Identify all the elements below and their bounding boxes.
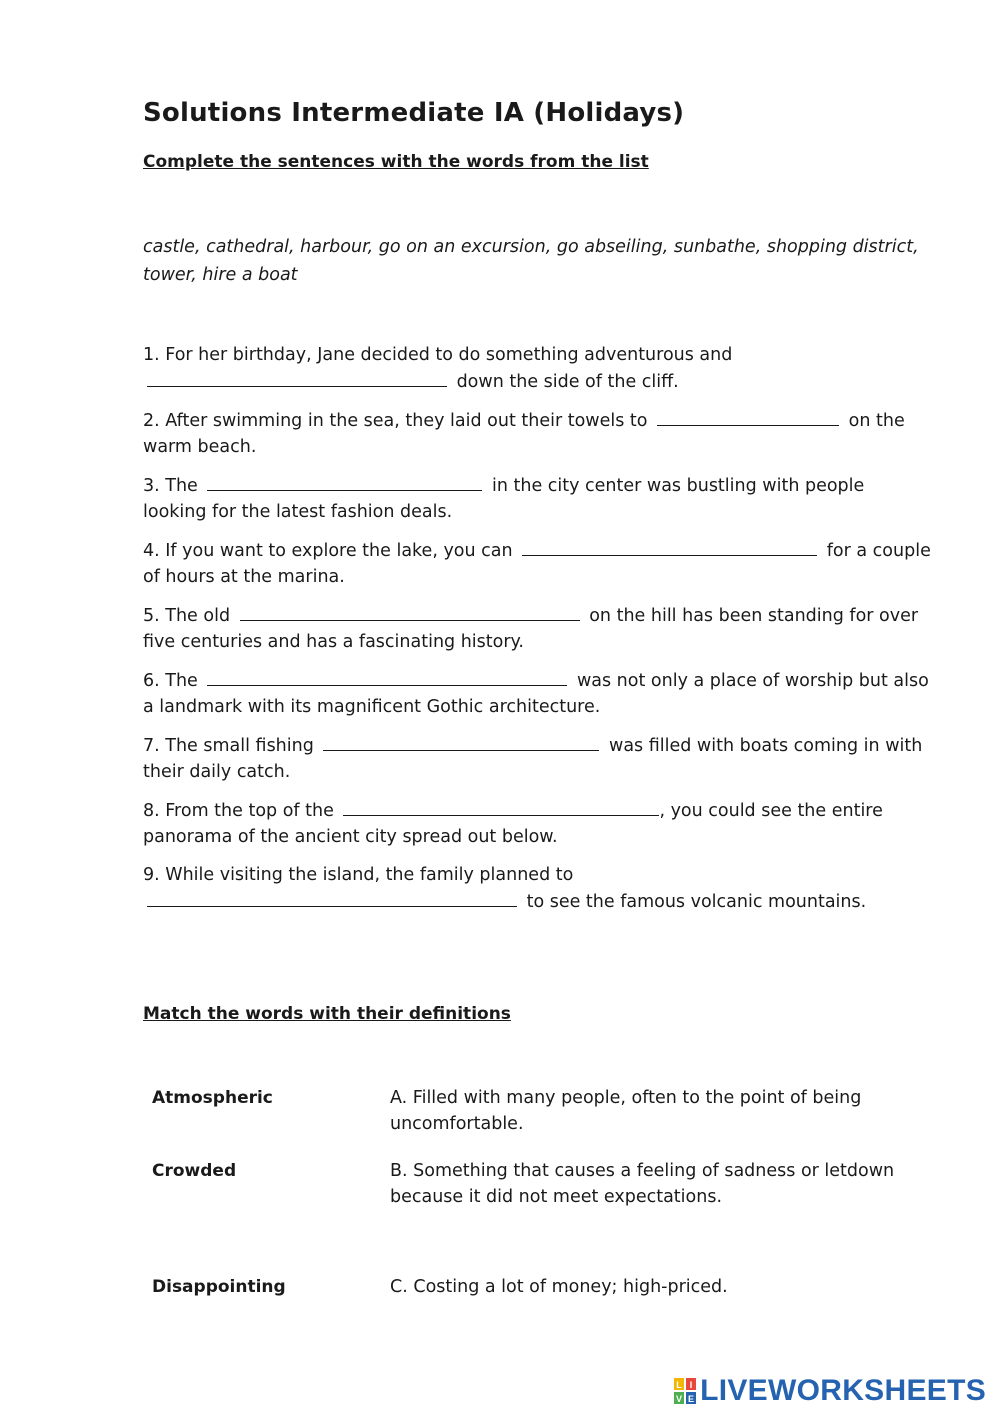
sentence-text-after: for a couple of hours at the marina. — [143, 541, 931, 587]
sentence-text-after: on the hill has been standing for over five centuries and has a fascinating history. — [143, 606, 919, 652]
answer-blank-5[interactable] — [240, 602, 580, 621]
answer-blank-2[interactable] — [657, 407, 839, 426]
sentence-text-before: 6. The — [143, 671, 198, 691]
sentence-item — [143, 732, 933, 785]
answer-blank-3[interactable] — [207, 472, 482, 491]
match-definition[interactable]: A. Filled with many people, often to the point of being uncomfortable. — [390, 1088, 862, 1134]
liveworksheets-brand — [674, 1374, 986, 1408]
sentence-text-before: 3. The — [143, 476, 198, 496]
sentence-text-before: 7. The small fishing — [143, 736, 314, 756]
page-title: Solutions Intermediate IA (Holidays) — [143, 98, 685, 128]
section-heading-match: Match the words with their definitions — [143, 1004, 511, 1024]
sentence-item — [143, 797, 933, 850]
liveworksheets-wordmark: LIVEWORKSHEETS — [700, 1374, 986, 1407]
sentence-text-before: 1. For her birthday, Jane decided to do something adventurous and — [143, 345, 733, 365]
match-word[interactable]: Crowded — [152, 1161, 237, 1181]
answer-blank-9[interactable] — [147, 888, 517, 907]
answer-blank-6[interactable] — [207, 667, 567, 686]
logo-letter-v: V — [676, 1394, 683, 1404]
logo-letter-e: E — [688, 1394, 695, 1404]
sentence-item — [143, 862, 933, 915]
sentence-text-before: 2. After swimming in the sea, they laid out their towels to — [143, 411, 648, 431]
word-bank: castle, cathedral, harbour, go on an excursion, go abseiling, sunbathe, shopping district, tower, hire a boat — [143, 237, 919, 285]
sentence-item — [143, 602, 933, 655]
liveworksheets-logo-icon — [674, 1378, 696, 1404]
sentence-text-after: was filled with boats coming in with their daily catch. — [143, 736, 923, 782]
sentence-text-before: 9. While visiting the island, the family planned to — [143, 865, 574, 885]
match-definition[interactable]: C. Costing a lot of money; high-priced. — [390, 1277, 728, 1297]
sentence-item — [143, 472, 933, 525]
section-heading-complete: Complete the sentences with the words from the list — [143, 152, 649, 172]
sentence-text-after: was not only a place of worship but also a landmark with its magnificent Gothic architecture. — [143, 671, 929, 717]
sentence-text-after: on the warm beach. — [143, 411, 905, 457]
sentence-item — [143, 667, 933, 720]
match-word[interactable]: Disappointing — [152, 1277, 286, 1297]
match-word[interactable]: Atmospheric — [152, 1088, 273, 1108]
sentence-item — [143, 342, 933, 395]
sentence-text-before: 5. The old — [143, 606, 231, 626]
logo-letter-l: L — [676, 1380, 682, 1390]
sentence-text-after: to see the famous volcanic mountains. — [526, 892, 867, 912]
answer-blank-1[interactable] — [147, 368, 447, 387]
answer-blank-8[interactable] — [343, 797, 659, 816]
match-definition[interactable]: B. Something that causes a feeling of sadness or letdown because it did not meet expectations. — [390, 1161, 895, 1207]
sentence-text-after: down the side of the cliff. — [456, 372, 679, 392]
answer-blank-7[interactable] — [323, 732, 599, 751]
sentence-item — [143, 537, 933, 590]
sentence-text-before: 8. From the top of the — [143, 801, 334, 821]
sentence-text-after: in the city center was bustling with people looking for the latest fashion deals. — [143, 476, 865, 522]
logo-letter-i: I — [689, 1380, 693, 1390]
sentence-item — [143, 407, 933, 460]
sentence-text-after: , you could see the entire panorama of the ancient city spread out below. — [143, 801, 883, 847]
sentence-text-before: 4. If you want to explore the lake, you can — [143, 541, 513, 561]
sentence-list — [143, 342, 933, 927]
answer-blank-4[interactable] — [522, 537, 817, 556]
